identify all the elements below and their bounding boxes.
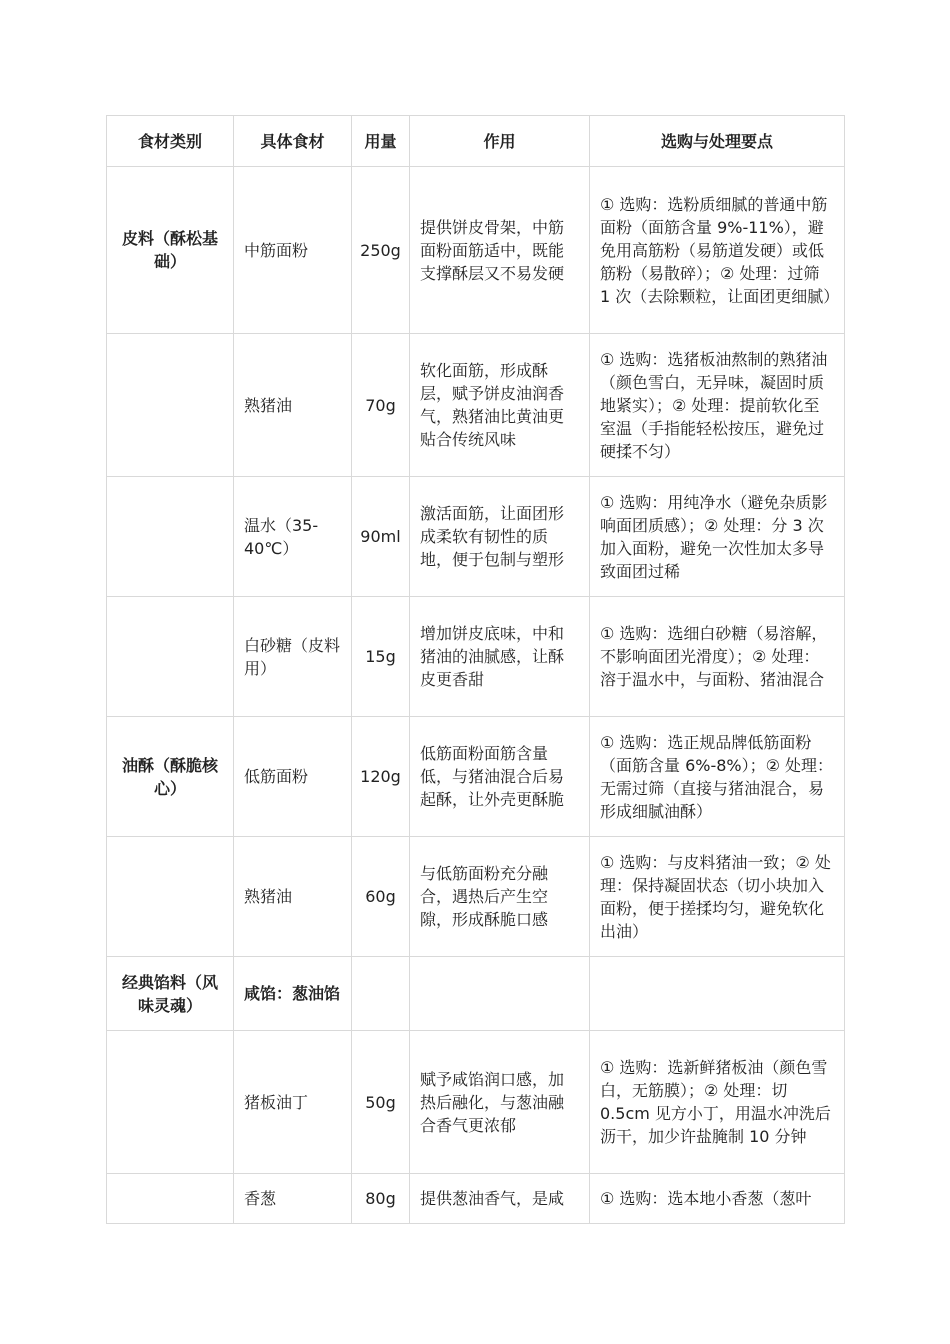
table-row <box>107 477 845 597</box>
table-row <box>107 334 845 477</box>
header-amount: 用量 <box>352 116 410 167</box>
cell-tips: ① 选购：选粉质细腻的普通中筋面粉（面筋含量 9%-11%），避免用高筋粉（易筋道发硬）或低筋粉（易散碎）；② 处理：过筛 1 次（去除颗粒，让面团更细腻） <box>590 167 845 334</box>
cell-category <box>107 1031 234 1174</box>
cell-tips <box>590 957 845 1031</box>
table-row <box>107 957 845 1031</box>
cell-tips: ① 选购：选本地小香葱（葱叶 <box>590 1174 845 1224</box>
cell-usage: 软化面筋，形成酥层，赋予饼皮油润香气，熟猪油比黄油更贴合传统风味 <box>410 334 590 477</box>
cell-category <box>107 837 234 957</box>
cell-ingredient: 温水（35-40℃） <box>234 477 352 597</box>
cell-usage: 提供葱油香气，是咸 <box>410 1174 590 1224</box>
cell-ingredient: 熟猪油 <box>234 334 352 477</box>
cell-usage <box>410 957 590 1031</box>
cell-usage: 赋予咸馅润口感，加热后融化，与葱油融合香气更浓郁 <box>410 1031 590 1174</box>
cell-category <box>107 597 234 717</box>
cell-ingredient: 中筋面粉 <box>234 167 352 334</box>
cell-usage: 与低筋面粉充分融合，遇热后产生空隙，形成酥脆口感 <box>410 837 590 957</box>
cell-tips: ① 选购：与皮料猪油一致；② 处理：保持凝固状态（切小块加入面粉，便于搓揉均匀，避免软化出油） <box>590 837 845 957</box>
cell-category <box>107 1174 234 1224</box>
cell-amount: 250g <box>352 167 410 334</box>
cell-ingredient: 咸馅：葱油馅 <box>234 957 352 1031</box>
cell-tips: ① 选购：选猪板油熬制的熟猪油（颜色雪白，无异味，凝固时质地紧实）；② 处理：提前软化至室温（手指能轻松按压，避免过硬揉不匀） <box>590 334 845 477</box>
table-row <box>107 167 845 334</box>
cell-usage: 增加饼皮底味，中和猪油的油腻感，让酥皮更香甜 <box>410 597 590 717</box>
header-tips: 选购与处理要点 <box>590 116 845 167</box>
cell-tips: ① 选购：选正规品牌低筋面粉（面筋含量 6%-8%）；② 处理：无需过筛（直接与猪油混合，易形成细腻油酥） <box>590 717 845 837</box>
cell-tips: ① 选购：选细白砂糖（易溶解，不影响面团光滑度）；② 处理：溶于温水中，与面粉、猪油混合 <box>590 597 845 717</box>
cell-tips: ① 选购：选新鲜猪板油（颜色雪白，无筋膜）；② 处理：切 0.5cm 见方小丁，用温水冲洗后沥干，加少许盐腌制 10 分钟 <box>590 1031 845 1174</box>
table-row <box>107 1031 845 1174</box>
header-category: 食材类别 <box>107 116 234 167</box>
cell-usage: 提供饼皮骨架，中筋面粉面筋适中，既能支撑酥层又不易发硬 <box>410 167 590 334</box>
cell-category: 皮料（酥松基础） <box>107 167 234 334</box>
header-ingredient: 具体食材 <box>234 116 352 167</box>
cell-category: 经典馅料（风味灵魂） <box>107 957 234 1031</box>
ingredients-table <box>106 115 845 1224</box>
cell-ingredient: 低筋面粉 <box>234 717 352 837</box>
cell-amount: 70g <box>352 334 410 477</box>
cell-amount: 50g <box>352 1031 410 1174</box>
cell-ingredient: 猪板油丁 <box>234 1031 352 1174</box>
cell-amount: 60g <box>352 837 410 957</box>
table-row <box>107 717 845 837</box>
cell-amount: 80g <box>352 1174 410 1224</box>
cell-tips: ① 选购：用纯净水（避免杂质影响面团质感）；② 处理：分 3 次加入面粉，避免一次性加太多导致面团过稀 <box>590 477 845 597</box>
header-usage: 作用 <box>410 116 590 167</box>
cell-amount: 120g <box>352 717 410 837</box>
cell-ingredient: 香葱 <box>234 1174 352 1224</box>
table-header-row <box>107 116 845 167</box>
table-row <box>107 1174 845 1224</box>
cell-category <box>107 334 234 477</box>
cell-category: 油酥（酥脆核心） <box>107 717 234 837</box>
cell-usage: 低筋面粉面筋含量低，与猪油混合后易起酥，让外壳更酥脆 <box>410 717 590 837</box>
cell-amount <box>352 957 410 1031</box>
cell-category <box>107 477 234 597</box>
table-row <box>107 837 845 957</box>
cell-ingredient: 白砂糖（皮料用） <box>234 597 352 717</box>
cell-ingredient: 熟猪油 <box>234 837 352 957</box>
table-row <box>107 597 845 717</box>
cell-usage: 激活面筋，让面团形成柔软有韧性的质地，便于包制与塑形 <box>410 477 590 597</box>
cell-amount: 90ml <box>352 477 410 597</box>
cell-amount: 15g <box>352 597 410 717</box>
